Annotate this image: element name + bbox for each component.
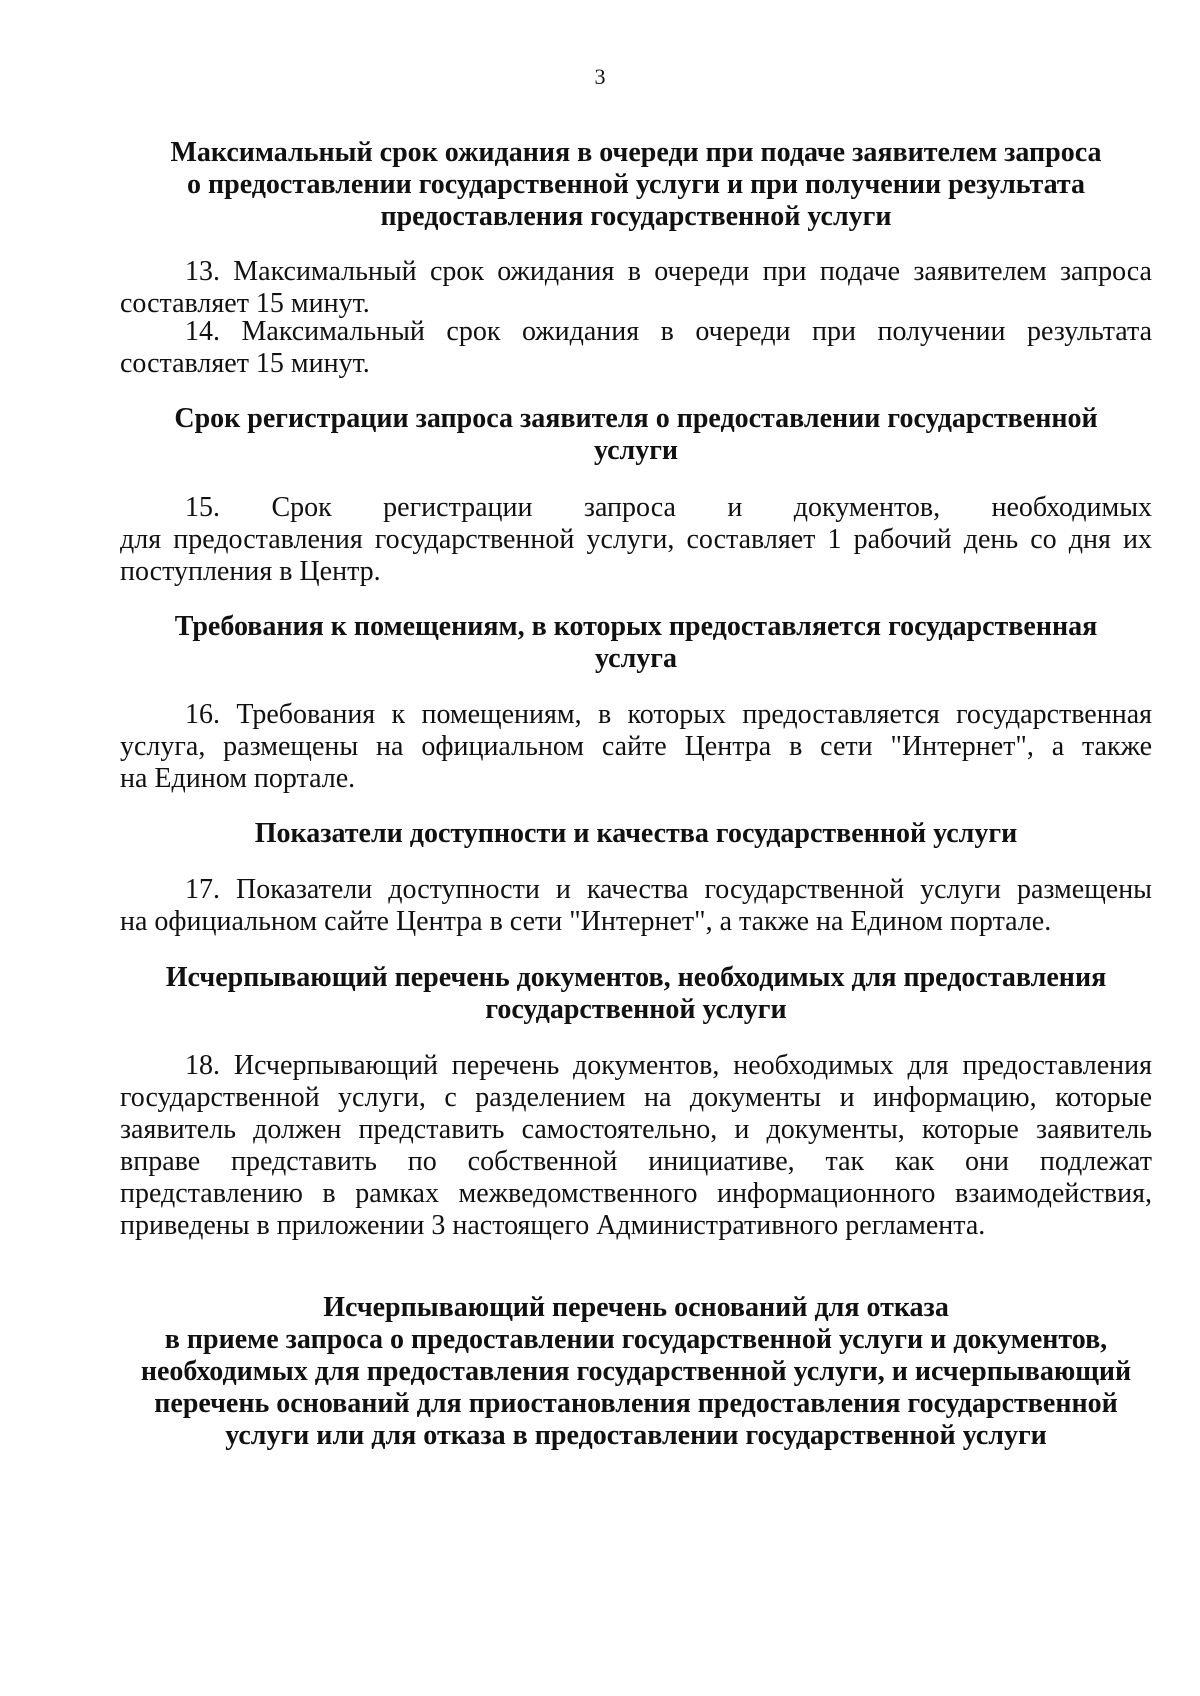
paragraph-17-line-2: на официальном сайте Центра в сети "Интернет", а также на Едином портале. <box>120 906 1052 937</box>
heading-refusal-grounds-line-3: необходимых для предоставления государственной услуги, и исчерпывающий <box>140 1356 1132 1387</box>
paragraph-18-line-6: приведены в приложении 3 настоящего Административного регламента. <box>120 1210 986 1241</box>
paragraph-13-line-2: составляет 15 минут. <box>120 288 370 319</box>
heading-premises-requirements-line-2: услуга <box>595 643 677 674</box>
paragraph-18-line-2: государственной услуги, с разделением на документы и информацию, которые <box>120 1082 1152 1113</box>
page-number: 3 <box>594 64 606 89</box>
paragraph-13-line-1: 13. Максимальный срок ожидания в очереди при подаче заявителем запроса <box>185 256 1152 287</box>
paragraph-14-line-1: 14. Максимальный срок ожидания в очереди при получении результата <box>185 316 1152 347</box>
paragraph-16-line-3: на Едином портале. <box>120 763 356 794</box>
heading-refusal-grounds-line-5: услуги или для отказа в предоставлении государственной услуги <box>225 1420 1047 1451</box>
paragraph-18-line-1: 18. Исчерпывающий перечень документов, необходимых для предоставления <box>185 1050 1152 1081</box>
heading-waiting-time-line-3: предоставления государственной услуги <box>380 201 892 232</box>
heading-refusal-grounds-line-1: Исчерпывающий перечень оснований для отказа <box>323 1292 949 1323</box>
heading-documents-list-line-1: Исчерпывающий перечень документов, необходимых для предоставления <box>165 962 1107 993</box>
paragraph-17-line-1: 17. Показатели доступности и качества государственной услуги размещены <box>185 874 1152 905</box>
paragraph-16-line-2: услуга, размещены на официальном сайте Центра в сети "Интернет", а также <box>120 731 1152 762</box>
heading-registration-term-line-2: услуги <box>593 435 679 466</box>
paragraph-18-line-5: представлению в рамках межведомственного информационного взаимодействия, <box>120 1178 1152 1209</box>
paragraph-18-line-3: заявитель должен представить самостоятельно, и документы, которые заявитель <box>120 1114 1152 1145</box>
paragraph-15-line-2: для предоставления государственной услуги, составляет 1 рабочий день со дня их <box>120 524 1152 555</box>
paragraph-15-line-3: поступления в Центр. <box>120 556 381 587</box>
heading-waiting-time-line-2: о предоставлении государственной услуги и при получении результата <box>187 169 1085 200</box>
heading-refusal-grounds-line-2: в приеме запроса о предоставлении государственной услуги и документов, <box>164 1324 1108 1355</box>
paragraph-18-line-4: вправе представить по собственной инициативе, так как они подлежат <box>120 1146 1152 1177</box>
heading-premises-requirements-line-1: Требования к помещениям, в которых предоставляется государственная <box>174 611 1098 642</box>
paragraph-14-line-2: составляет 15 минут. <box>120 348 370 379</box>
paragraph-16-line-1: 16. Требования к помещениям, в которых предоставляется государственная <box>185 699 1152 730</box>
heading-refusal-grounds-line-4: перечень оснований для приостановления предоставления государственной <box>154 1388 1118 1419</box>
paragraph-15-line-1: 15. Срок регистрации запроса и документов, необходимых <box>185 492 1152 523</box>
heading-registration-term-line-1: Срок регистрации запроса заявителя о предоставлении государственной <box>174 403 1098 434</box>
heading-waiting-time-line-1: Максимальный срок ожидания в очереди при подаче заявителем запроса <box>170 137 1102 168</box>
heading-quality-indicators: Показатели доступности и качества государственной услуги <box>254 818 1018 849</box>
heading-documents-list-line-2: государственной услуги <box>485 994 787 1025</box>
